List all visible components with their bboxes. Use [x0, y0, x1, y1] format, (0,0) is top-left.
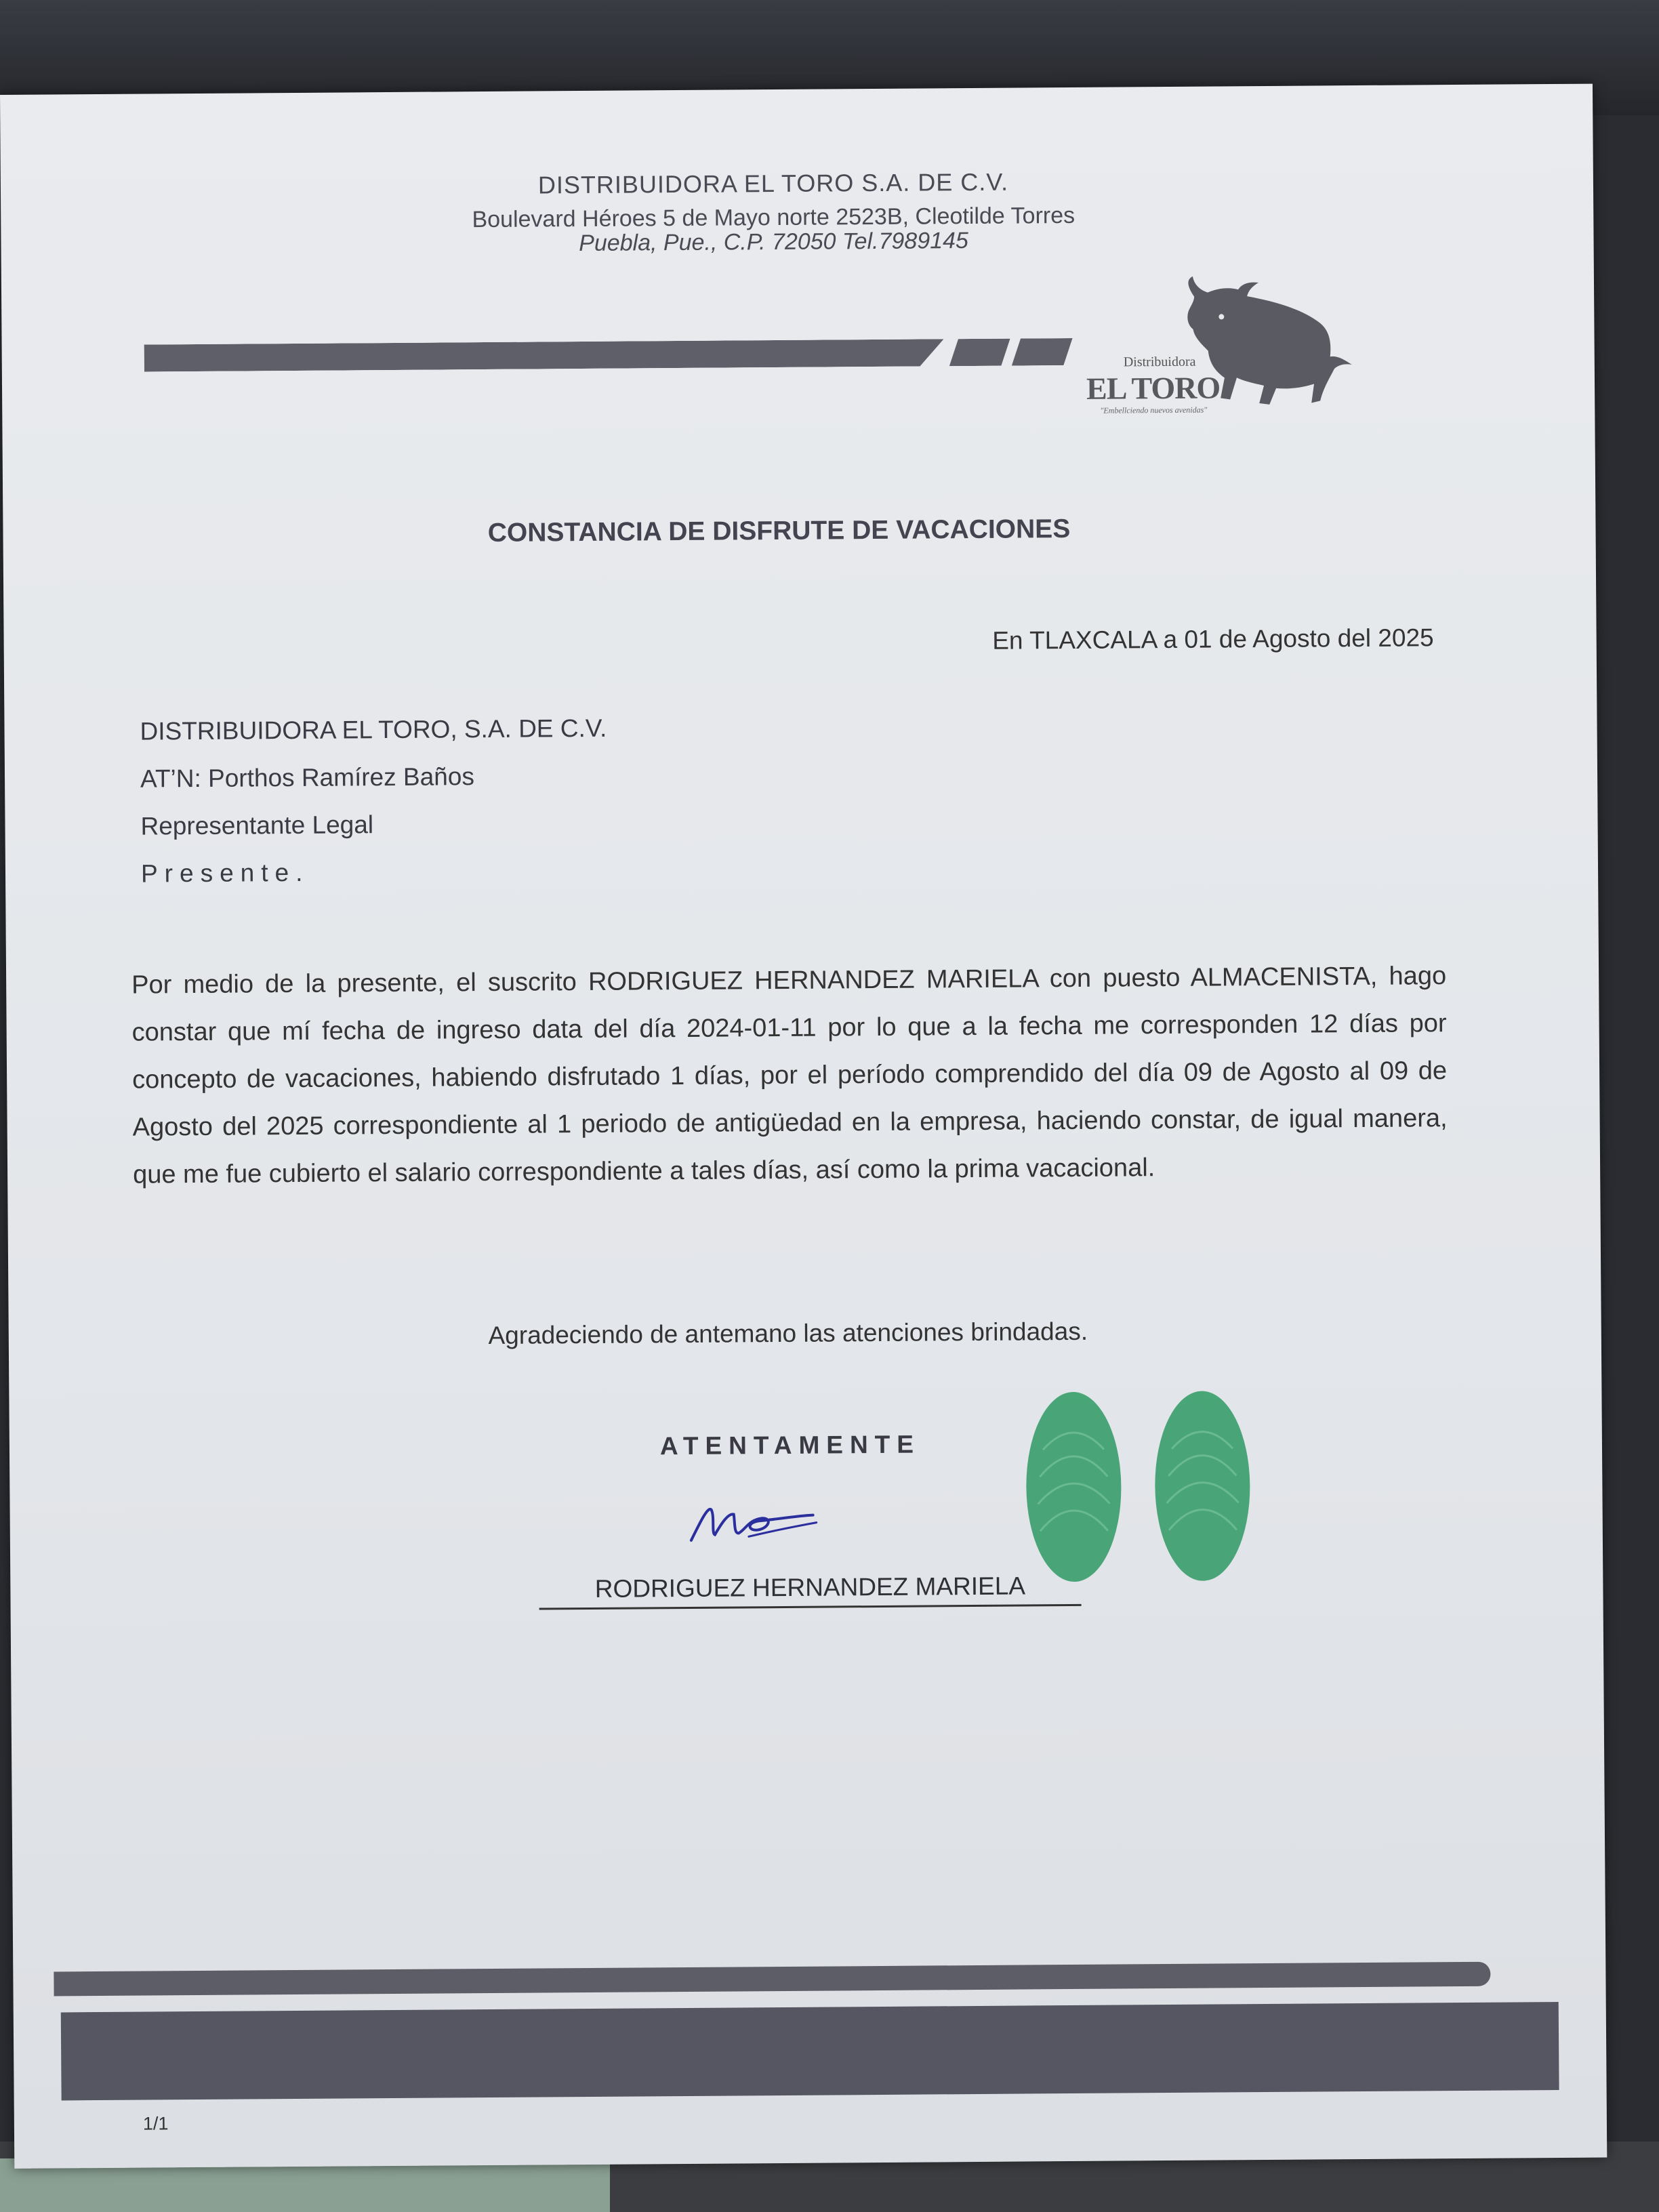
thanks-line: Agradeciendo de antemano las atenciones brindadas.	[488, 1317, 1088, 1350]
document-page	[0, 84, 1607, 2169]
body-paragraph: Por medio de la presente, el suscrito RODRIGUEZ HERNANDEZ MARIELA con puesto ALMACENISTA, hago constar que mí fecha de ingreso data del día 2024-01-11 por lo que a la fecha me corresponden 12 días por concepto de vacaciones, habiendo disfrutado 1 días, por el período comprendido del día 09 de Agosto al 09 de Agosto del 2025 correspondiente al 1 periodo de antigüedad en la empresa, haciendo constar, de igual manera, que me fue cubierto el salario correspondiente a tales días, así como la prima vacacional.	[131, 962, 1448, 1189]
document-title: CONSTANCIA DE DISFRUTE DE VACACIONES	[487, 514, 1071, 548]
page-number: 1/1	[142, 2113, 169, 2134]
fingerprint	[1151, 1387, 1254, 1584]
letterhead-dash	[1012, 338, 1073, 366]
recipient-role: Representante Legal	[140, 811, 374, 840]
letterhead-address-1: Boulevard Héroes 5 de Mayo norte 2523B, Cleotilde Torres	[472, 202, 1076, 233]
letterhead-address-2: Puebla, Pue., C.P. 72050 Tel.7989145	[579, 228, 969, 257]
logo-tagline: "Embellciendo nuevos avenidas"	[1100, 405, 1208, 415]
logo-small-text: Distribuidora	[1123, 354, 1196, 370]
footer-band	[61, 2002, 1559, 2100]
logo-brand-text: EL TORO	[1086, 370, 1221, 406]
recipient-attention: AT’N: Porthos Ramírez Baños	[140, 762, 475, 793]
handwritten-signature	[680, 1485, 844, 1561]
signer-name: RODRIGUEZ HERNANDEZ MARIELA	[539, 1572, 1081, 1610]
closing: ATENTAMENTE	[659, 1430, 921, 1460]
letterhead-bar	[144, 339, 944, 371]
letterhead-company: DISTRIBUIDORA EL TORO S.A. DE C.V.	[537, 167, 1009, 199]
footer-bar	[54, 1962, 1490, 1996]
recipient-company: DISTRIBUIDORA EL TORO, S.A. DE C.V.	[140, 714, 607, 745]
recipient-presente: Presente.	[140, 858, 310, 888]
date-line: En TLAXCALA a 01 de Agosto del 2025	[992, 623, 1434, 655]
company-logo	[1086, 268, 1372, 426]
letterhead-dash	[949, 339, 1010, 367]
fingerprint	[1022, 1388, 1125, 1585]
